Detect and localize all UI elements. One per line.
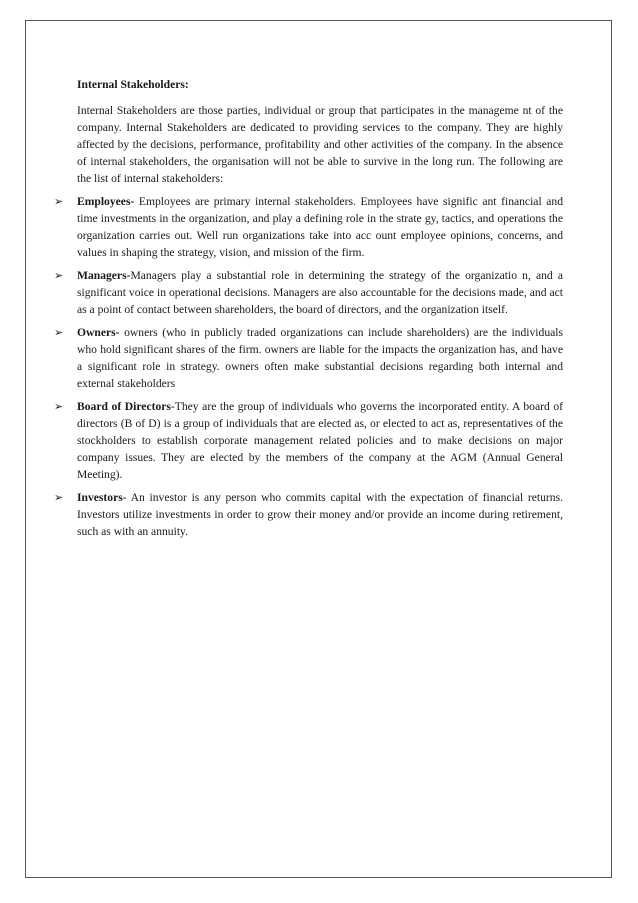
bullet-term: Investors <box>77 491 123 504</box>
arrow-bullet-icon: ➢ <box>54 195 64 208</box>
list-item-managers <box>54 267 563 318</box>
arrow-bullet-icon: ➢ <box>54 269 64 282</box>
bullet-text: Employees are primary internal stakeholders. Employees have signific ant financial and time investments in the organization, and play a defining role in the strate gy, tactics, and operations the organization carries out. Well run organizations take into acc ount employee opinions, concerns, and values in shaping the strategy, vision, and mission of the firm. <box>77 195 563 259</box>
bullet-term: Board of Directors <box>77 400 171 413</box>
section-heading: Internal Stakeholders: <box>77 78 189 91</box>
stakeholder-list <box>54 193 563 540</box>
arrow-bullet-icon: ➢ <box>54 400 64 413</box>
bullet-text: Managers play a substantial role in determining the strategy of the organizatio n, and a significant voice in operational decisions. Managers are also accountable for the decisions made, and act as a point of contact between shareholders, the board of directors, and the organization itself. <box>77 269 563 316</box>
bullet-term: Employees- <box>77 195 135 208</box>
bullet-text: -They are the group of individuals who governs the incorporated entity. A board of directors (B of D) is a group of individuals that are elected as, or elected to act as, representatives of the stockholders to establish corporate management related policies and to make decisions on major company issues. They are elected by the members of the company at the AGM (Annual General Meeting). <box>77 400 563 481</box>
bullet-term: Owners- <box>77 326 120 339</box>
arrow-bullet-icon: ➢ <box>54 491 64 504</box>
bullet-text: - An investor is any person who commits capital with the expectation of financial returns. Investors utilize investments in order to grow their money and/or provide an income during retirement, such as with an annuity. <box>77 491 563 538</box>
list-item-employees <box>54 193 563 261</box>
arrow-bullet-icon: ➢ <box>54 326 64 339</box>
document-content <box>54 76 563 546</box>
intro-paragraph: Internal Stakeholders are those parties, individual or group that participates in the manageme nt of the company. Internal Stakeholders are dedicated to providing services to the company. They are highly affected by the decisions, performance, profitability and other activities of the company. In the absence of internal stakeholders, the organisation will not be able to survive in the long run. The following are the list of internal stakeholders: <box>77 104 563 185</box>
list-item-board-of-directors <box>54 398 563 483</box>
bullet-text: owners (who in publicly traded organizations can include shareholders) are the individuals who hold significant shares of the firm. owners are liable for the impacts the organization has, and have a significant role in strategy. owners often make substantial decisions regarding both internal and external stakeholders <box>77 326 563 390</box>
bullet-term: Managers- <box>77 269 131 282</box>
list-item-owners <box>54 324 563 392</box>
list-item-investors <box>54 489 563 540</box>
